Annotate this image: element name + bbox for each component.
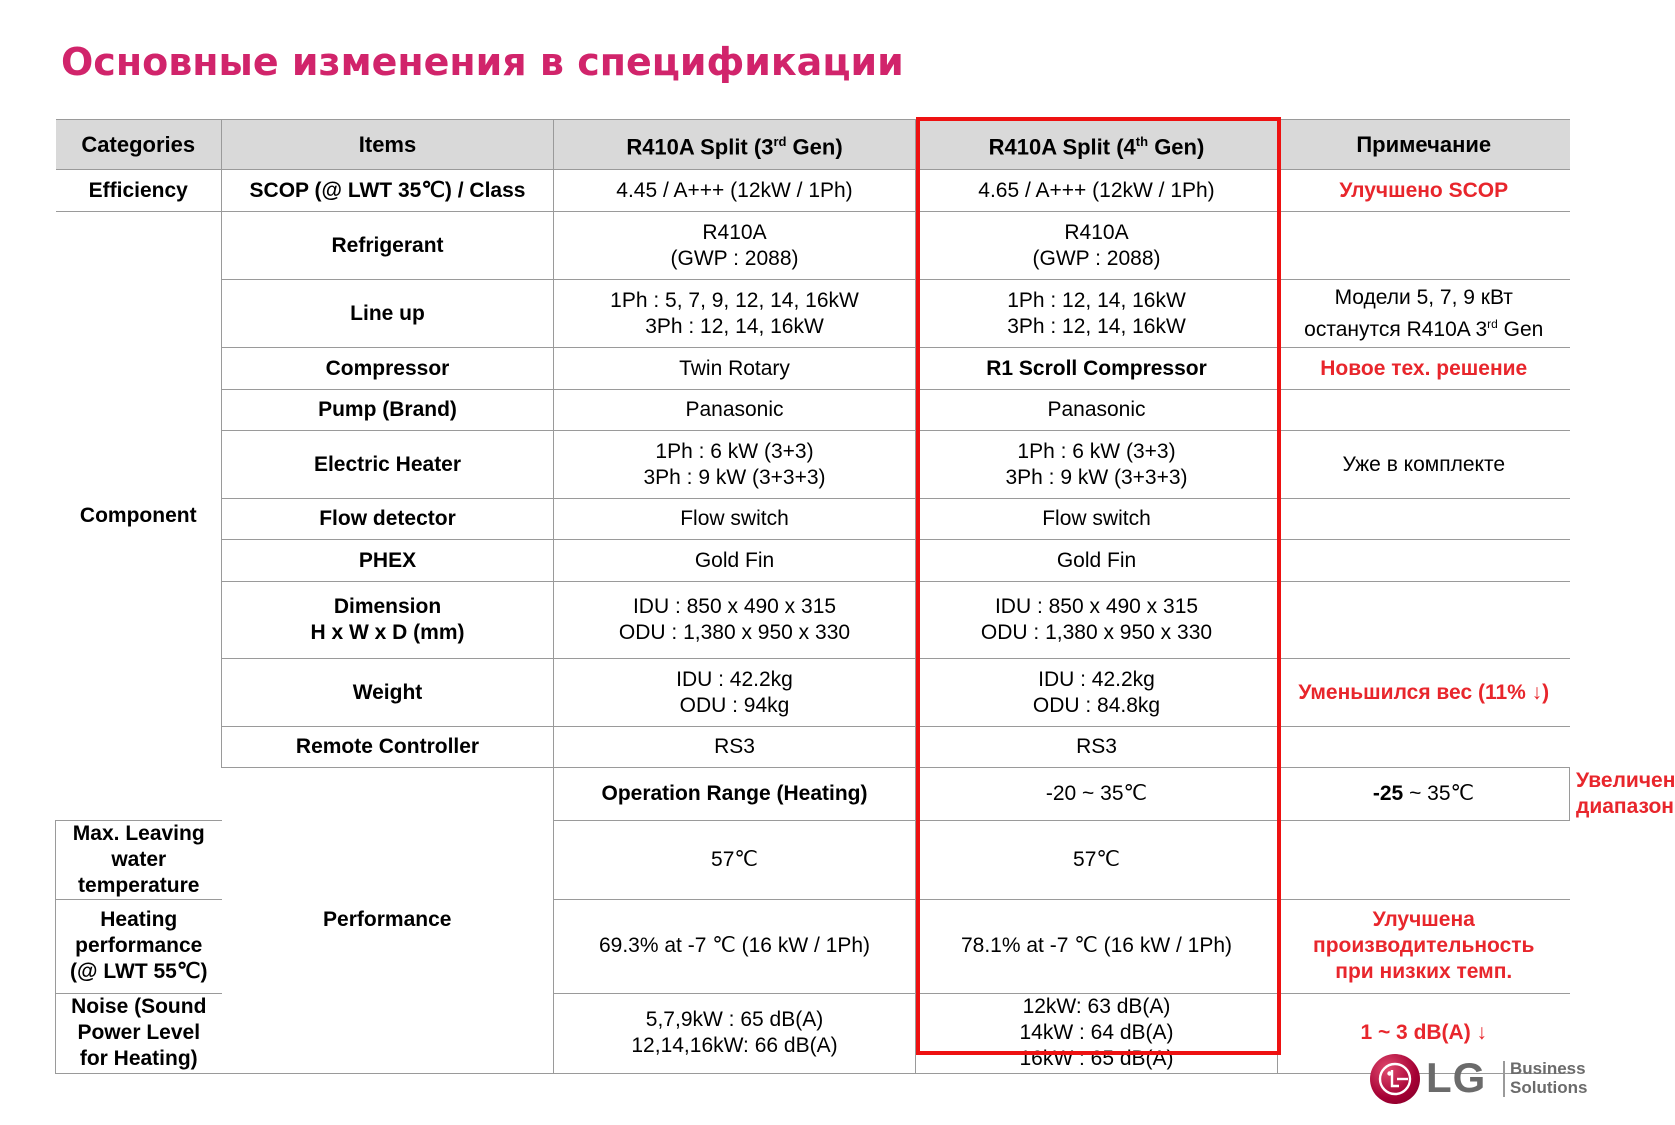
item-scop: SCOP (@ LWT 35℃) / Class: [222, 170, 554, 212]
gen3-phex: Gold Fin: [554, 540, 916, 582]
table-header-row: [56, 120, 1570, 170]
lg-circle-icon: [1370, 1054, 1420, 1104]
table-row-heater: [56, 431, 1570, 499]
table-row-oprange: Performance Operation Range (Heating) -20 ~ 35℃ -25 ~ 35℃ Увеличен диапазон: [56, 768, 1570, 821]
gen4-dimension: IDU : 850 x 490 x 315 ODU : 1,380 x 950 x 330: [916, 582, 1278, 659]
lg-wordmark: LG: [1426, 1054, 1487, 1101]
gen4-heater: 1Ph : 6 kW (3+3) 3Ph : 9 kW (3+3+3): [916, 431, 1278, 499]
table-row-compressor: [56, 348, 1570, 390]
note-lineup: Модели 5, 7, 9 кВт останутся R410A 3rd Gen: [1278, 280, 1570, 348]
gen4-oprange: -25 ~ 35℃: [1278, 768, 1570, 821]
item-pump: Pump (Brand): [222, 390, 554, 431]
gen3-pump: Panasonic: [554, 390, 916, 431]
gen4-compressor: R1 Scroll Compressor: [916, 348, 1278, 390]
gen4-pump: Panasonic: [916, 390, 1278, 431]
gen4-flow: Flow switch: [916, 499, 1278, 540]
gen4-phex: Gold Fin: [916, 540, 1278, 582]
note-scop: Улучшено SCOP: [1278, 170, 1570, 212]
table-row-lineup: [56, 280, 1570, 348]
gen3-heatperf: 69.3% at -7 ℃ (16 kW / 1Ph): [554, 899, 916, 993]
table-row-phex: [56, 540, 1570, 582]
item-remote: Remote Controller: [222, 727, 554, 768]
note-weight: Уменьшился вес (11% ↓): [1278, 659, 1570, 727]
table-row-dimension: [56, 582, 1570, 659]
header-gen3: R410A Split (3rd Gen): [554, 120, 916, 170]
item-maxlwt: Max. Leaving water temperature: [56, 820, 222, 899]
note-flow: [1278, 499, 1570, 540]
gen4-maxlwt: 57℃: [916, 820, 1278, 899]
note-pump: [1278, 390, 1570, 431]
category-component: Component: [56, 212, 222, 821]
item-heatperf: Heating performance (@ LWT 55℃): [56, 899, 222, 993]
gen3-oprange: -20 ~ 35℃: [916, 768, 1278, 821]
lg-logo: [1370, 1053, 1590, 1108]
table-row-refrigerant: [56, 212, 1570, 280]
gen3-remote: RS3: [554, 727, 916, 768]
gen3-refrigerant: R410A (GWP : 2088): [554, 212, 916, 280]
gen4-scop: 4.65 / A+++ (12kW / 1Ph): [916, 170, 1278, 212]
gen4-refrigerant: R410A (GWP : 2088): [916, 212, 1278, 280]
category-performance: Performance: [222, 768, 554, 1074]
item-oprange: Operation Range (Heating): [554, 768, 916, 821]
table-row-pump: [56, 390, 1570, 431]
note-refrigerant: [1278, 212, 1570, 280]
note-heater: Уже в комплекте: [1278, 431, 1570, 499]
item-flow: Flow detector: [222, 499, 554, 540]
note-phex: [1278, 540, 1570, 582]
item-phex: PHEX: [222, 540, 554, 582]
gen3-compressor: Twin Rotary: [554, 348, 916, 390]
gen3-maxlwt: 57℃: [554, 820, 916, 899]
header-gen4: R410A Split (4th Gen): [916, 120, 1278, 170]
logo-divider: [1503, 1061, 1505, 1097]
note-heatperf: Улучшена производительность при низких темп.: [1278, 899, 1570, 993]
table-row-remote: [56, 727, 1570, 768]
note-noise: 1 ~ 3 dB(A) ↓: [1278, 993, 1570, 1073]
gen3-flow: Flow switch: [554, 499, 916, 540]
header-items: Items: [222, 120, 554, 170]
category-efficiency: Efficiency: [56, 170, 222, 212]
spec-table: [55, 119, 1675, 1074]
item-heater: Electric Heater: [222, 431, 554, 499]
item-dimension: Dimension H x W x D (mm): [222, 582, 554, 659]
table-row-weight: [56, 659, 1570, 727]
page-title: Основные изменения в спецификации: [61, 40, 904, 84]
gen4-heatperf: 78.1% at -7 ℃ (16 kW / 1Ph): [916, 899, 1278, 993]
item-lineup: Line up: [222, 280, 554, 348]
gen3-weight: IDU : 42.2kg ODU : 94kg: [554, 659, 916, 727]
header-categories: Categories: [56, 120, 222, 170]
note-remote: [1278, 727, 1570, 768]
gen4-weight: IDU : 42.2kg ODU : 84.8kg: [916, 659, 1278, 727]
note-compressor: Новое тех. решение: [1278, 348, 1570, 390]
item-refrigerant: Refrigerant: [222, 212, 554, 280]
header-note: Примечание: [1278, 120, 1570, 170]
table-row-flow: [56, 499, 1570, 540]
gen3-noise: 5,7,9kW : 65 dB(A) 12,14,16kW: 66 dB(A): [554, 993, 916, 1073]
gen3-dimension: IDU : 850 x 490 x 315 ODU : 1,380 x 950 x 330: [554, 582, 916, 659]
table-row-scop: [56, 170, 1570, 212]
lg-face-icon: [1377, 1061, 1413, 1097]
note-dimension: [1278, 582, 1570, 659]
gen3-heater: 1Ph : 6 kW (3+3) 3Ph : 9 kW (3+3+3): [554, 431, 916, 499]
note-maxlwt: [1278, 820, 1570, 899]
item-weight: Weight: [222, 659, 554, 727]
gen3-scop: 4.45 / A+++ (12kW / 1Ph): [554, 170, 916, 212]
item-noise: Noise (Sound Power Level for Heating): [56, 993, 222, 1073]
gen4-noise: 12kW: 63 dB(A) 14kW : 64 dB(A) 16kW : 65 dB(A): [916, 993, 1278, 1073]
business-solutions-text: Business Solutions: [1510, 1059, 1588, 1097]
item-compressor: Compressor: [222, 348, 554, 390]
gen3-lineup: 1Ph : 5, 7, 9, 12, 14, 16kW 3Ph : 12, 14, 16kW: [554, 280, 916, 348]
gen4-remote: RS3: [916, 727, 1278, 768]
gen4-lineup: 1Ph : 12, 14, 16kW 3Ph : 12, 14, 16kW: [916, 280, 1278, 348]
